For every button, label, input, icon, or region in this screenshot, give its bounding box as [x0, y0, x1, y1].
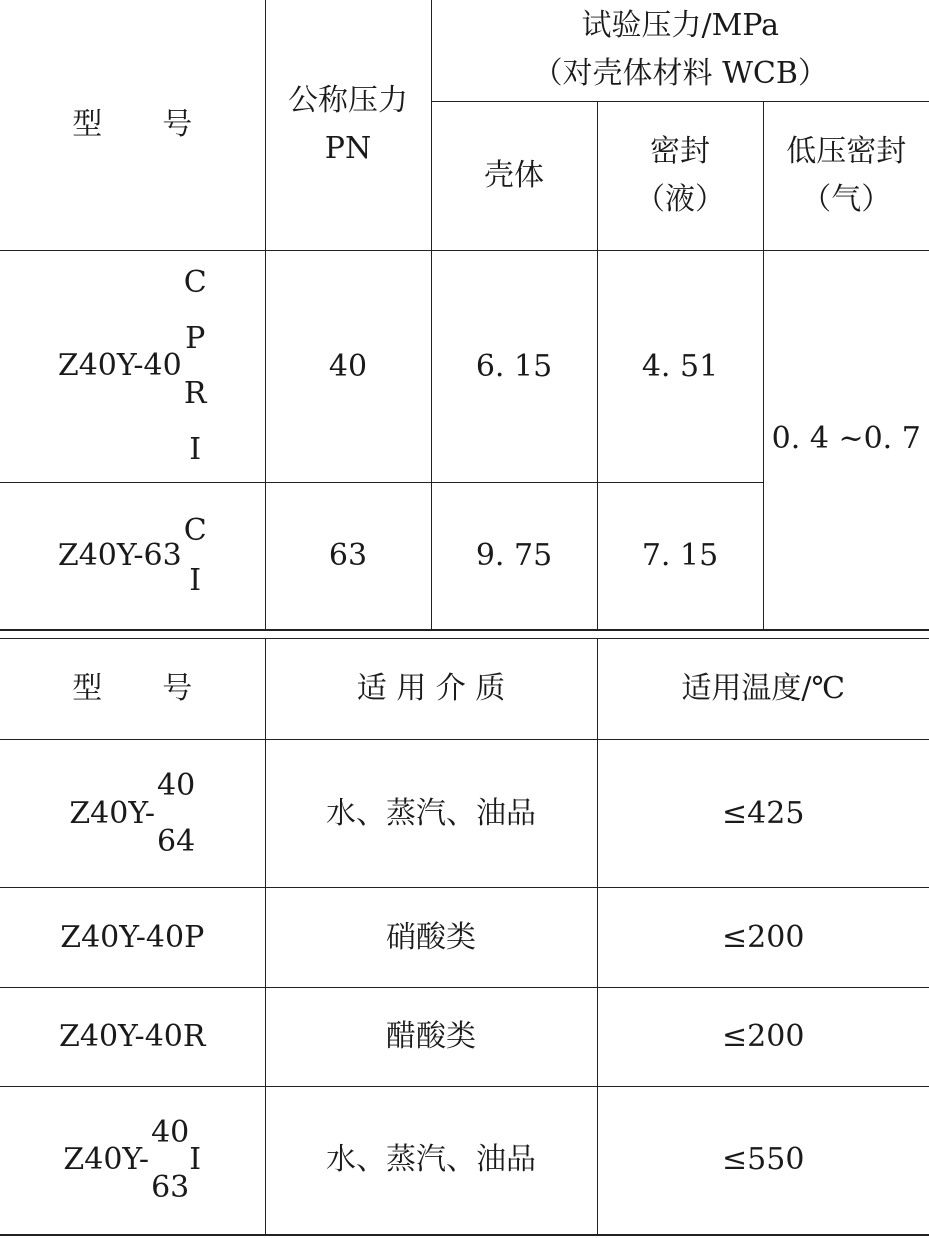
model-base: Z40Y-40 [57, 348, 182, 383]
low-seal-gas-value: 0. 4 ~0. 7 [771, 420, 921, 456]
temperature-cell [597, 740, 929, 888]
seal-value: 4. 51 [641, 348, 719, 384]
temperature-value: ≤425 [722, 795, 805, 831]
model-header-text: 型 号 [72, 671, 193, 706]
model-cell [0, 250, 265, 482]
model-top: 40 [151, 1114, 190, 1150]
temperature-cell [597, 888, 929, 988]
test-pressure-label: 试验压力/MPa [581, 8, 780, 44]
model-prefix: Z40Y- [63, 1142, 150, 1178]
table-row [0, 740, 929, 888]
seal-liquid-note: （液） [635, 181, 725, 217]
medium-header [265, 639, 597, 740]
low-seal-gas-cell [763, 250, 929, 630]
model-bottom: 63 [151, 1170, 190, 1206]
shell-cell [431, 250, 597, 482]
model-prefix: Z40Y- [69, 795, 155, 831]
table-row [0, 888, 929, 988]
nominal-pressure-label: 公称压力 [288, 82, 408, 118]
model-header [0, 639, 265, 740]
medium-cell [265, 740, 597, 888]
low-seal-gas-header [763, 101, 929, 250]
seal-cell [597, 250, 763, 482]
temperature-value: ≤550 [722, 1142, 805, 1178]
temperature-value: ≤200 [722, 1019, 805, 1054]
low-seal-gas-note: （气） [801, 181, 892, 217]
model-value: Z40Y-40R [59, 1019, 206, 1054]
model-base: Z40Y-63 [57, 537, 182, 573]
model-top: 40 [156, 768, 196, 803]
model-cell [0, 482, 265, 630]
shell-header [431, 101, 597, 250]
table-row [0, 988, 929, 1087]
medium-value: 硝酸类 [386, 919, 476, 955]
pn-value: 40 [328, 348, 368, 384]
seal-value: 7. 15 [641, 537, 719, 573]
table-row [0, 1087, 929, 1235]
nominal-pressure-header [265, 0, 431, 250]
medium-cell [265, 988, 597, 1087]
medium-value: 水、蒸汽、油品 [326, 1142, 536, 1178]
shell-value: 9. 75 [475, 537, 553, 573]
temperature-cell [597, 988, 929, 1087]
shell-value: 6. 15 [475, 348, 553, 384]
medium-header-text: 适 用 介 质 [356, 671, 506, 706]
model-suffix: I [189, 562, 202, 598]
model-bottom: 64 [156, 823, 196, 859]
shell-header-text: 壳体 [484, 157, 544, 193]
model-header [0, 0, 265, 250]
table-row [0, 250, 929, 482]
model-cell [0, 888, 265, 988]
model-cell [0, 988, 265, 1087]
model-suffix: C [183, 265, 207, 300]
pn-value: 63 [328, 537, 368, 573]
model-suffix: R [183, 376, 207, 411]
seal-liquid-label: 密封 [650, 133, 710, 169]
low-seal-gas-label: 低压密封 [786, 133, 907, 169]
model-suffix: I [189, 1142, 202, 1178]
test-pressure-note: （对壳体材料 WCB） [532, 56, 828, 92]
medium-value: 醋酸类 [386, 1019, 476, 1054]
nominal-pressure-unit: PN [324, 130, 372, 166]
model-value: Z40Y-40P [60, 919, 205, 955]
seal-cell [597, 482, 763, 630]
test-pressure-header [431, 0, 929, 101]
model-header-text: 型 号 [72, 106, 193, 142]
model-cell [0, 1087, 265, 1235]
model-suffix: I [189, 431, 202, 467]
medium-cell [265, 888, 597, 988]
model-suffix: P [185, 320, 206, 356]
medium-cell [265, 1087, 597, 1235]
temperature-header [597, 639, 929, 740]
temperature-cell [597, 1087, 929, 1235]
pn-cell [265, 482, 431, 630]
seal-liquid-header [597, 101, 763, 250]
medium-temperature-table [0, 638, 929, 1236]
temperature-header-text: 适用温度/℃ [681, 671, 846, 706]
model-suffix: C [183, 513, 207, 549]
shell-cell [431, 482, 597, 630]
temperature-value: ≤200 [722, 919, 805, 955]
pn-cell [265, 250, 431, 482]
model-cell [0, 740, 265, 888]
medium-value: 水、蒸汽、油品 [326, 795, 536, 831]
